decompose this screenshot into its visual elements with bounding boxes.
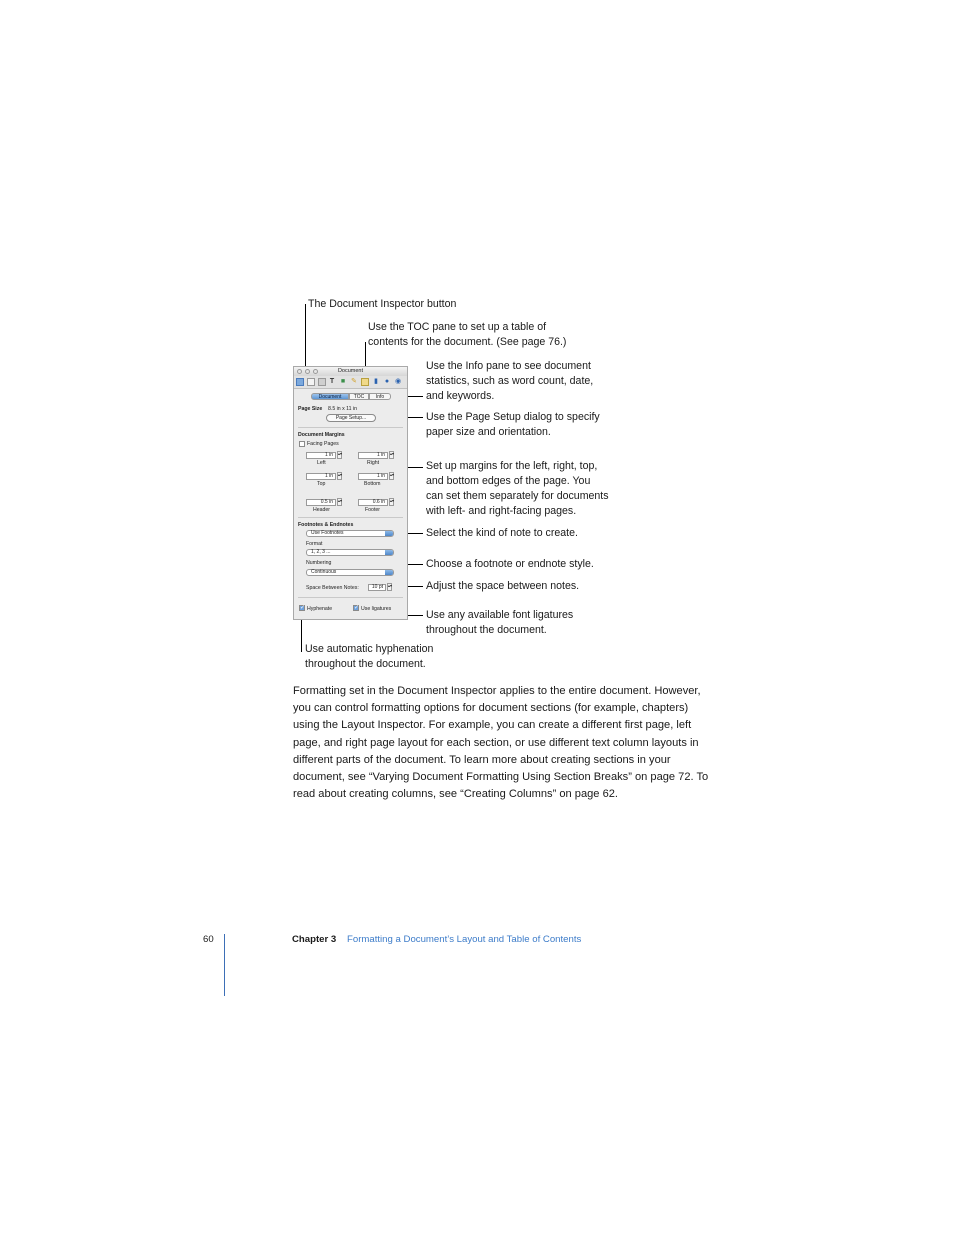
header-margin-field[interactable]: 0.5 in xyxy=(306,499,336,506)
hyphenate-checkbox[interactable]: ✓ xyxy=(300,605,306,611)
top-margin-label: Top xyxy=(317,481,326,487)
callout-toc-line2: contents for the document. (See page 76.) xyxy=(368,336,567,348)
document-inspector-window xyxy=(293,366,408,620)
page-size-value: 8.5 in x 11 in xyxy=(328,406,358,412)
table-inspector-icon[interactable] xyxy=(361,378,369,386)
bottom-margin-field[interactable]: 1 in xyxy=(358,473,388,480)
section-divider xyxy=(298,427,403,428)
callout-margins-line2: and bottom edges of the page. You xyxy=(426,475,591,487)
page-setup-button[interactable]: Page Setup... xyxy=(326,414,376,422)
right-margin-stepper[interactable]: ▴▾ xyxy=(389,451,394,459)
bottom-margin-label: Bottom xyxy=(364,481,381,487)
hyperlink-inspector-icon[interactable]: ● xyxy=(384,378,390,385)
inspector-toolbar xyxy=(294,376,407,389)
top-margin-stepper[interactable]: ▴▾ xyxy=(337,472,342,480)
body-paragraph xyxy=(293,683,725,803)
facing-pages-label: Facing Pages xyxy=(307,441,339,447)
footer-margin-label: Footer xyxy=(365,507,380,513)
space-between-notes-stepper[interactable]: ▴▾ xyxy=(387,583,392,591)
callout-ligatures-line1: Use any available font ligatures xyxy=(426,609,574,621)
callout-toc-line1: Use the TOC pane to set up a table of xyxy=(368,321,547,333)
callout-ligatures-line2: throughout the document. xyxy=(426,624,547,636)
footnotes-endnotes-heading: Footnotes & Endnotes xyxy=(298,522,354,528)
popup-arrow-icon xyxy=(385,531,393,536)
section-divider xyxy=(298,597,403,598)
window-title: Document xyxy=(337,368,364,374)
use-ligatures-label: Use ligatures xyxy=(361,606,392,612)
hyphenate-label: Hyphenate xyxy=(307,606,333,612)
right-margin-field[interactable]: 1 in xyxy=(358,452,388,459)
top-margin-field[interactable]: 1 in xyxy=(306,473,336,480)
bottom-margin-stepper[interactable]: ▴▾ xyxy=(389,472,394,480)
format-value: 1, 2, 3 ... xyxy=(311,549,331,555)
layout-inspector-icon[interactable] xyxy=(307,378,315,386)
body-line: Formatting set in the Document Inspector applies to the entire document. However, xyxy=(293,685,701,697)
tab-toc[interactable]: TOC xyxy=(349,393,369,400)
left-margin-stepper[interactable]: ▴▾ xyxy=(337,451,342,459)
quicktime-inspector-icon[interactable]: ◉ xyxy=(394,378,402,385)
callout-margins-line4: with left- and right-facing pages. xyxy=(426,505,577,517)
numbering-popup[interactable] xyxy=(306,569,394,576)
callout-margins-line1: Set up margins for the left, right, top, xyxy=(426,460,598,472)
numbering-value: Continuous xyxy=(311,569,337,575)
space-between-notes-field[interactable]: 10 pt xyxy=(368,584,386,591)
footer-margin-field[interactable]: 0.6 in xyxy=(358,499,388,506)
metrics-inspector-icon[interactable]: ✎ xyxy=(351,378,357,385)
footer-divider xyxy=(224,934,225,996)
tab-info[interactable]: Info xyxy=(369,393,391,400)
callout-info-line2: statistics, such as word count, date, xyxy=(426,375,594,387)
right-margin-label: Right xyxy=(367,460,380,466)
section-divider xyxy=(298,517,403,518)
callout-document-inspector: The Document Inspector button xyxy=(308,298,457,310)
callout-note-style: Choose a footnote or endnote style. xyxy=(426,558,594,570)
footer-chapter-label: Chapter 3 xyxy=(292,934,337,945)
format-label: Format xyxy=(306,541,323,547)
left-margin-label: Left xyxy=(317,460,326,466)
callout-note-space: Adjust the space between notes. xyxy=(426,580,580,592)
footer-margin-stepper[interactable]: ▴▾ xyxy=(389,498,394,506)
body-line: different parts of the document. To learn more about creating sections in your xyxy=(293,753,671,766)
body-line: page, and right page layout for each section, or use different text column layouts in xyxy=(293,736,699,749)
popup-arrow-icon xyxy=(385,570,393,575)
use-ligatures-checkbox[interactable]: ✓ xyxy=(354,605,360,611)
chart-inspector-icon[interactable]: ▮ xyxy=(374,378,378,385)
numbering-label: Numbering xyxy=(306,560,332,566)
body-line: read about creating columns, see “Creating Columns” on page 62. xyxy=(293,788,618,801)
note-type-value: Use Footnotes xyxy=(311,530,344,536)
callout-info-line1: Use the Info pane to see document xyxy=(426,360,591,372)
document-margins-heading: Document Margins xyxy=(298,432,345,438)
body-line: you can control formatting options for document sections (for example, chapters) xyxy=(293,702,689,715)
note-type-popup[interactable] xyxy=(306,530,394,537)
callout-page-setup-line1: Use the Page Setup dialog to specify xyxy=(426,411,600,423)
page-size-label: Page Size xyxy=(298,406,323,412)
left-margin-field[interactable]: 1 in xyxy=(306,452,336,459)
callout-hyphenation-line2: throughout the document. xyxy=(305,658,426,670)
tab-document[interactable]: Document xyxy=(311,393,349,400)
header-margin-stepper[interactable]: ▴▾ xyxy=(337,498,342,506)
callout-info-line3: and keywords. xyxy=(426,390,495,402)
wrap-inspector-icon[interactable] xyxy=(318,378,326,386)
body-line: document, see “Varying Document Formatting Using Section Breaks” on page 72. To xyxy=(293,771,709,784)
callout-margins-line3: can set them separately for documents xyxy=(426,490,609,502)
document-inspector-icon[interactable] xyxy=(296,378,304,386)
text-inspector-icon[interactable]: T xyxy=(329,378,335,385)
callout-page-setup-line2: paper size and orientation. xyxy=(426,426,551,438)
header-margin-label: Header xyxy=(313,507,331,513)
graphic-inspector-icon[interactable]: ■ xyxy=(340,378,346,385)
page-number: 60 xyxy=(203,934,214,945)
popup-arrow-icon xyxy=(385,550,393,555)
format-popup[interactable] xyxy=(306,549,394,556)
footer-chapter-title: Formatting a Document’s Layout and Table of Contents xyxy=(347,934,582,945)
callout-note-kind: Select the kind of note to create. xyxy=(426,527,578,539)
facing-pages-checkbox[interactable] xyxy=(299,441,305,447)
body-line: using the Layout Inspector. For example, you can create a different first page, left xyxy=(293,719,692,732)
space-between-notes-label: Space Between Notes: xyxy=(306,585,359,591)
callout-hyphenation-line1: Use automatic hyphenation xyxy=(305,643,434,655)
